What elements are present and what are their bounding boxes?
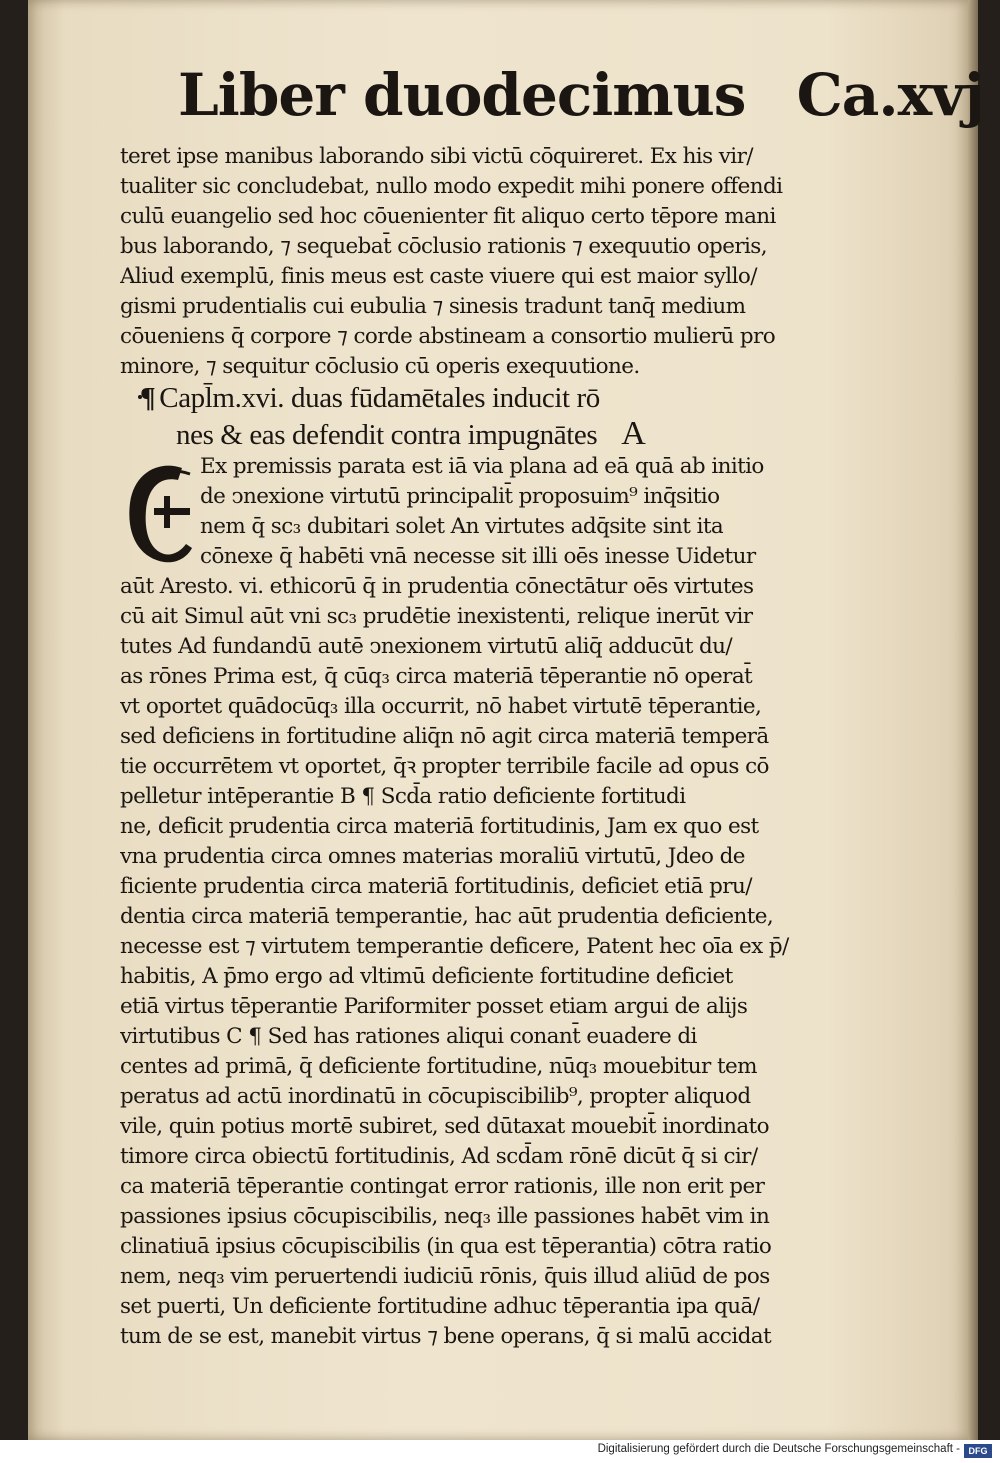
text-line: de ↄnexione virtutū principalit̄ proposuim⁹ inq̄sitio [200, 484, 720, 509]
text-line: etiā virtus tēperantie Pariformiter posset etiam argui de alijs [120, 994, 748, 1019]
pilcrow-icon: ¶ [140, 382, 156, 414]
text-line: aūt Aresto. vi. ethicorū q̄ in prudentia cōnectātur oēs virtutes [120, 574, 754, 599]
chapter-heading-line1: Capl̄m.xvi. duas fūdamētales inducit rō [159, 382, 600, 414]
text-line: tutes Ad fundandū autē ↄnexionem virtutū aliq̄ adducūt du/ [120, 634, 733, 659]
text-line: nem q̄ sc₃ dubitari solet An virtutes adq̄site sint ita [200, 514, 724, 539]
text-line: vt oportet quādocūq₃ illa occurrit, nō habet virtutē tēperantie, [120, 694, 762, 719]
text-line: set puerti, Un deficiente fortitudine adhuc tēperantia ipa quā/ [120, 1294, 760, 1319]
text-line: tualiter sic concludebat, nullo modo expedit mihi ponere offendi [120, 174, 783, 199]
text-line: sed deficiens in fortitudine aliq̄n nō agit circa materiā temperā [120, 724, 769, 749]
text-line: teret ipse manibus laborando sibi victū cōquireret. Ex his vir/ [120, 144, 753, 169]
text-line: nem, neq₃ vim peruertendi iudiciū rōnis, q̄uis illud aliūd de pos [120, 1264, 770, 1289]
text-line: centes ad primā, q̄ deficiente fortitudine, nūq₃ mouebitur tem [120, 1054, 757, 1079]
text-line: habitis, A p̄mo ergo ad vltimū deficiente fortitudine deficiet [120, 964, 733, 989]
text-line: clinatiuā ipsius cōcupiscibilis (in qua est tēperantia) cōtra ratio [120, 1234, 772, 1259]
funding-credit: Digitalisierung gefördert durch die Deutsche Forschungsgemeinschaft - [597, 1443, 960, 1455]
running-header [178, 60, 984, 130]
page-edge [968, 0, 978, 1440]
text-line: dentia circa materiā temperantie, hac aūt prudentia deficiente, [120, 904, 774, 929]
text-line: cū ait Simul aūt vni sc₃ prudētie inexistenti, relique inerūt vir [120, 604, 753, 629]
text-line: Ex premissis parata est iā via plana ad eā quā ab initio [200, 454, 764, 479]
text-line: timore circa obiectū fortitudinis, Ad scd̄am rōnē dicūt q̄ si cir/ [120, 1144, 758, 1169]
text-line: cōueniens q̄ corpore ⁊ corde abstineam a consortio mulierū pro [120, 324, 776, 349]
header-title: Liber duodecimus [178, 61, 746, 129]
dfg-logo: DFG [964, 1444, 992, 1458]
text-line: ca materiā tēperantie contingat error rationis, ille non erit per [120, 1174, 765, 1199]
text-line: vile, quin potius mortē subiret, sed dūtaxat mouebit̄ inordinato [120, 1114, 769, 1139]
text-line: cōnexe q̄ habēti vnā necesse sit illi oēs inesse Uidetur [200, 544, 756, 569]
header-chapter: Ca.xvj [796, 61, 984, 129]
text-line: gismi prudentialis cui eubulia ⁊ sinesis tradunt tanq̄ medium [120, 294, 746, 319]
text-line: virtutibus C ¶ Sed has rationes aliqui conant̄ euadere di [120, 1024, 697, 1049]
text-line: culū euangelio sed hoc cōuenienter fit aliquo certo tēpore mani [120, 204, 776, 229]
text-line: minore, ⁊ sequitur cōclusio cū operis exequutione. [120, 354, 640, 379]
text-line: ficiente prudentia circa materiā fortitudinis, deficiet etiā pru/ [120, 874, 752, 899]
text-line: bus laborando, ⁊ sequebat̄ cōclusio rationis ⁊ exequutio operis, [120, 234, 767, 259]
chapter-heading-line2: nes & eas defendit contra impugnātes [176, 419, 598, 451]
text-line: pelletur intēperantie B ¶ Scd̄a ratio deficiente fortitudi [120, 784, 686, 809]
text-line: as rōnes Prima est, q̄ cūq₃ circa materiā tēperantie nō operat̄ [120, 664, 753, 689]
paragraph-continued [120, 142, 820, 382]
text-line: ne, deficit prudentia circa materiā fortitudinis, Jam ex quo est [120, 814, 759, 839]
footer-bar [0, 1440, 1000, 1463]
chapter-heading [140, 380, 820, 452]
text-line: tum de se est, manebit virtus ⁊ bene operans, q̄ si malū accidat [120, 1324, 772, 1349]
section-marker: A [621, 415, 646, 452]
chapter-body [120, 452, 820, 1352]
text-line: necesse est ⁊ virtutem temperantie deficere, Patent hec oīa ex p̄/ [120, 934, 789, 959]
text-line: Aliud exemplū, finis meus est caste viuere qui est maior syllo/ [120, 264, 757, 289]
text-line: passiones ipsius cōcupiscibilis, neq₃ ille passiones habēt vim in [120, 1204, 770, 1229]
text-line: vna prudentia circa omnes materias moraliū virtutū, Jdeo de [120, 844, 745, 869]
text-line: tie occurrētem vt oportet, q̄ꝛ propter terribile facile ad opus cō [120, 754, 769, 779]
text-line: peratus ad actū inordinatū in cōcupiscibilib⁹, propter aliquod [120, 1084, 751, 1109]
